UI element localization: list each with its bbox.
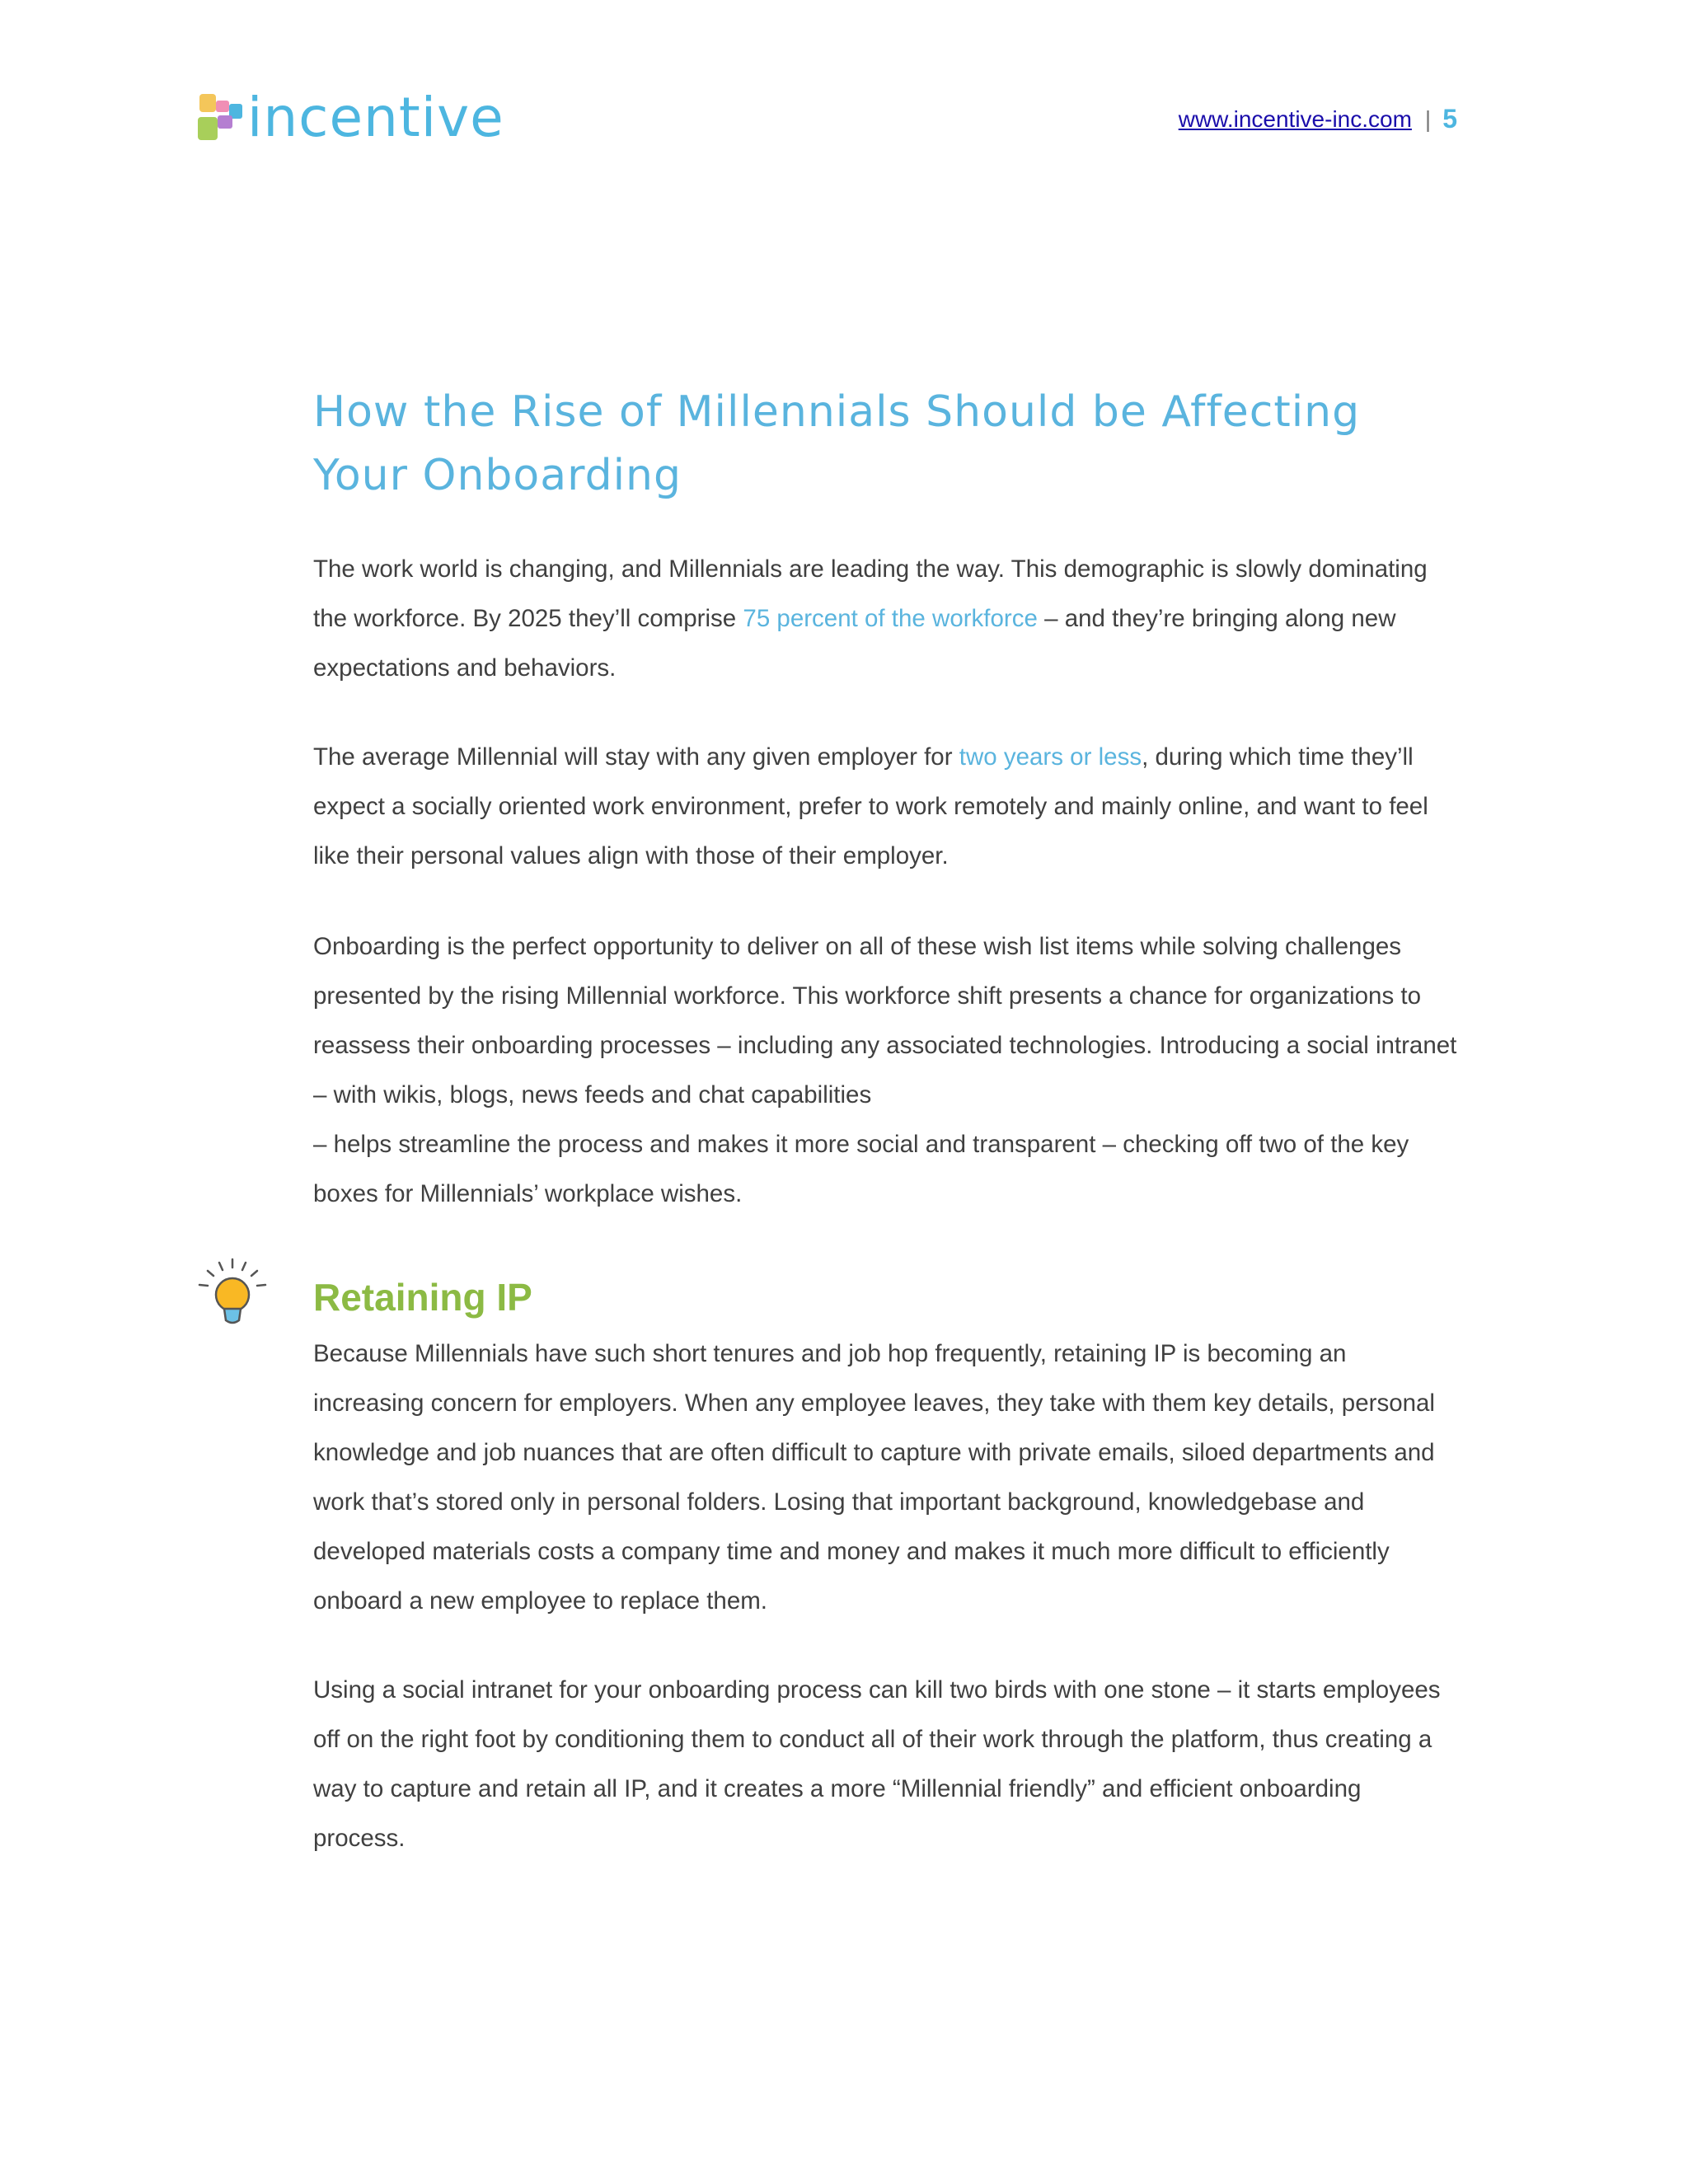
paragraph-text: The work world is changing, and Millennials are leading the way. This demographic is slowly dominating the workforce. By 2025 they’ll comprise — [313, 555, 1428, 632]
paragraph-retaining-ip: Because Millennials have such short tenures and job hop frequently, retaining IP is becoming an increasing concern for employers. When any employee leaves, they take with them key details, personal knowledge and job nuances that are often difficult to capture with private emails, siloed departments and work that’s stored only in personal folders. Losing that important background, knowledgebase and developed materials costs a company time and money and makes it much more difficult to efficiently onboard a new employee to replace them. — [313, 1340, 1435, 1615]
incentive-logo[interactable] — [196, 86, 504, 149]
page-title-line-2: Your Onboarding — [313, 451, 682, 500]
paragraph-onboarding — [313, 922, 1459, 1219]
workforce-percent-link[interactable]: 75 percent of the workforce — [743, 605, 1038, 632]
paragraph-text: – and they’re bringing along new expectations and behaviors. — [313, 605, 1396, 682]
section-title: Retaining IP — [313, 1276, 532, 1319]
section-heading — [313, 1268, 1459, 1326]
brand-name: incentive — [247, 86, 504, 149]
paragraph-social-intranet: Using a social intranet for your onboarding process can kill two birds with one stone – it starts employees off on the right foot by conditioning them to conduct all of their work through the platform, thus creating a way to capture and retain all IP, and it creates a more “Millennial friendly” and efficient onboarding process. — [313, 1676, 1441, 1852]
page-title-line-1: How the Rise of Millennials Should be Affecting — [313, 387, 1361, 437]
paragraph-text: – helps streamline the process and makes it more social and transparent – checking off two of the key boxes for Millennials’ workplace wishes. — [313, 1131, 1409, 1207]
paragraph-text: The average Millennial will stay with any given employer for — [313, 743, 959, 771]
header-separator: | — [1424, 105, 1432, 132]
paragraph-text: , during which time they’ll expect a socially oriented work environment, prefer to work remotely and mainly online, and want to feel like their personal values align with those of their employer. — [313, 743, 1428, 869]
page-header — [196, 86, 1457, 155]
paragraph-text: Onboarding is the perfect opportunity to deliver on all of these wish list items while solving challenges presented by the rising Millennial workforce. This workforce shift presents a chance for organizations to reassess their onboarding processes – including any associated technologies. Introducing a social intranet – with wikis, blogs, news feeds and chat capabilities — [313, 933, 1457, 1108]
page-title — [313, 381, 1459, 508]
paragraph-workforce — [313, 545, 1459, 693]
page-number: 5 — [1442, 104, 1457, 134]
article-body — [313, 381, 1459, 1863]
website-link[interactable]: www.incentive-inc.com — [1178, 105, 1412, 132]
lightbulb-icon — [191, 1256, 274, 1338]
paragraph-tenure — [313, 733, 1459, 881]
header-meta — [1179, 104, 1457, 134]
incentive-flower-logo-icon — [196, 92, 244, 143]
two-years-link[interactable]: two years or less — [959, 743, 1142, 771]
